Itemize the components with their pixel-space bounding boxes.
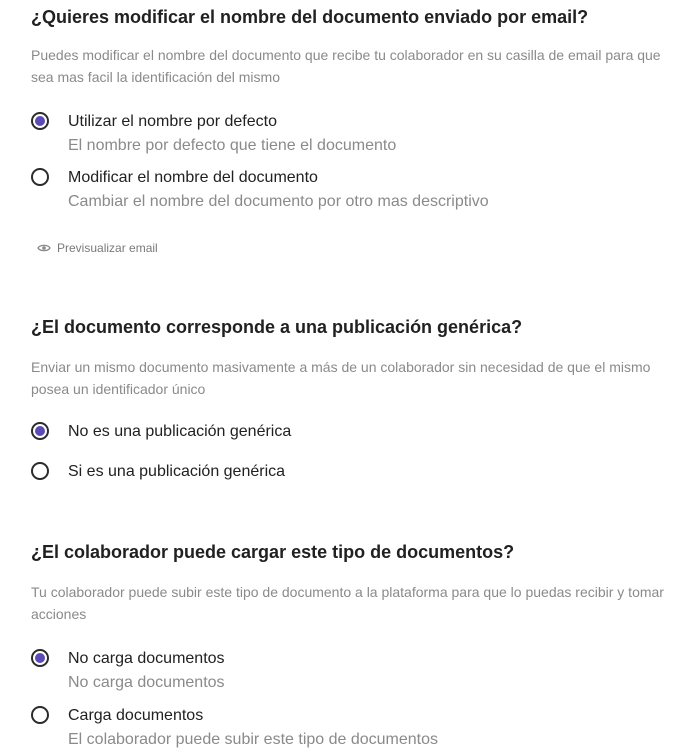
option-label: Si es una publicación genérica	[68, 463, 286, 480]
radio-unchecked-icon[interactable]	[31, 462, 49, 480]
section-description: Enviar un mismo documento masivamente a más de un colaborador sin necesidad de que el mismo posea un identificador único	[31, 359, 651, 397]
radio-checked-icon[interactable]	[31, 422, 49, 440]
section-description: Tu colaborador puede subir este tipo de documento a la plataforma para que lo puedas recibir y tomar acciones	[31, 584, 664, 622]
radio-unchecked-icon[interactable]	[31, 706, 49, 724]
section-title: ¿El documento corresponde a una publicación genérica?	[31, 317, 523, 337]
generic-publication-section	[31, 316, 667, 496]
option-sublabel: Cambiar el nombre del documento por otro mas descriptivo	[68, 193, 489, 210]
radio-unchecked-icon[interactable]	[31, 168, 49, 186]
preview-email-label: Previsualizar email	[57, 241, 158, 255]
option-sublabel: El colaborador puede subir este tipo de documentos	[68, 731, 439, 748]
option-label: No carga documentos	[68, 650, 225, 667]
collaborator-upload-section	[31, 541, 667, 751]
option-label: No es una publicación genérica	[68, 423, 292, 440]
eye-icon	[37, 243, 51, 253]
option-label: Carga documentos	[68, 707, 204, 724]
section-description: Puedes modificar el nombre del documento que recibe tu colaborador en su casilla de email para que sea mas facil la identificación del mismo	[31, 47, 661, 85]
section-title: ¿El colaborador puede cargar este tipo de documentos?	[31, 542, 515, 562]
option-sublabel: No carga documentos	[68, 674, 225, 691]
option-sublabel: El nombre por defecto que tiene el documento	[68, 137, 397, 154]
email-document-name-section	[31, 6, 667, 266]
section-title: ¿Quieres modificar el nombre del documento enviado por email?	[31, 7, 589, 27]
option-label: Utilizar el nombre por defecto	[68, 113, 277, 130]
radio-checked-icon[interactable]	[31, 112, 49, 130]
option-label: Modificar el nombre del documento	[68, 169, 318, 186]
preview-email-link[interactable]	[37, 241, 158, 255]
radio-checked-icon[interactable]	[31, 649, 49, 667]
